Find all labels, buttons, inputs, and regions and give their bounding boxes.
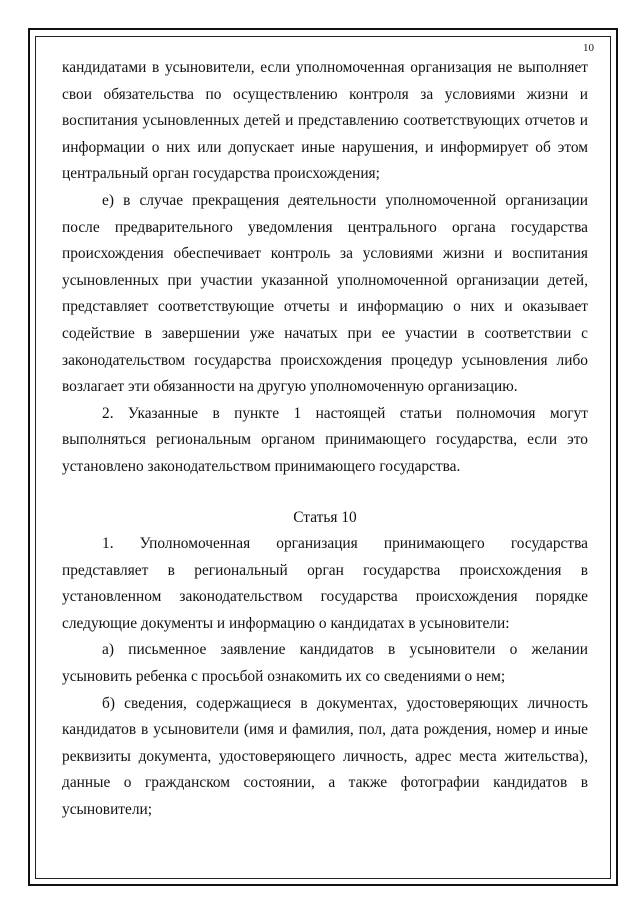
paragraph-item-e: е) в случае прекращения деятельности уполномоченной организации после предварительного уведомления центрального органа государства происхождения обеспечивает контроль за условиями жизни и воспитания усыновленных при участии указанной уполномоченной организации детей, представляет соответствующие отчеты и информацию о них и оказывает содействие в завершении уже начатых при ее участии в соответствии с законодательством государства происхождения процедур усыновления либо возлагает эти обязанности на другую уполномоченную организацию. xyxy=(62,191,588,396)
document-body xyxy=(62,55,588,824)
page-number: 10 xyxy=(583,42,594,54)
paragraph-item-a: а) письменное заявление кандидатов в усыновители о желании усыновить ребенка с просьбой ознакомить их со сведениями о нем; xyxy=(62,641,588,686)
paragraph-item-b: б) сведения, содержащиеся в документах, удостоверяющих личность кандидатов в усыновители (имя и фамилия, пол, дата рождения, номер и иные реквизиты документа, удостоверяющего личность, адрес места жительства), данные о гражданском состоянии, а также фотографии кандидатов в усыновители; xyxy=(62,694,588,819)
paragraph-continuation: кандидатами в усыновители, если уполномоченная организация не выполняет свои обязательства по осуществлению контроля за условиями жизни и воспитания усыновленных детей и представлению соответствующих отчетов и информации о них или допускает иные нарушения, и информирует об этом центральный орган государства происхождения; xyxy=(62,59,588,183)
article-heading: Статья 10 xyxy=(293,508,357,526)
paragraph-point-2: 2. Указанные в пункте 1 настоящей статьи полномочия могут выполняться региональным органом принимающего государства, если это установлено законодательством принимающего государства. xyxy=(62,404,588,475)
paragraph-article-10-point-1: 1. Уполномоченная организация принимающего государства представляет в региональный орган государства происхождения в установленном законодательством государства происхождения порядке следующие документы и информацию о кандидатах в усыновители: xyxy=(62,535,588,632)
